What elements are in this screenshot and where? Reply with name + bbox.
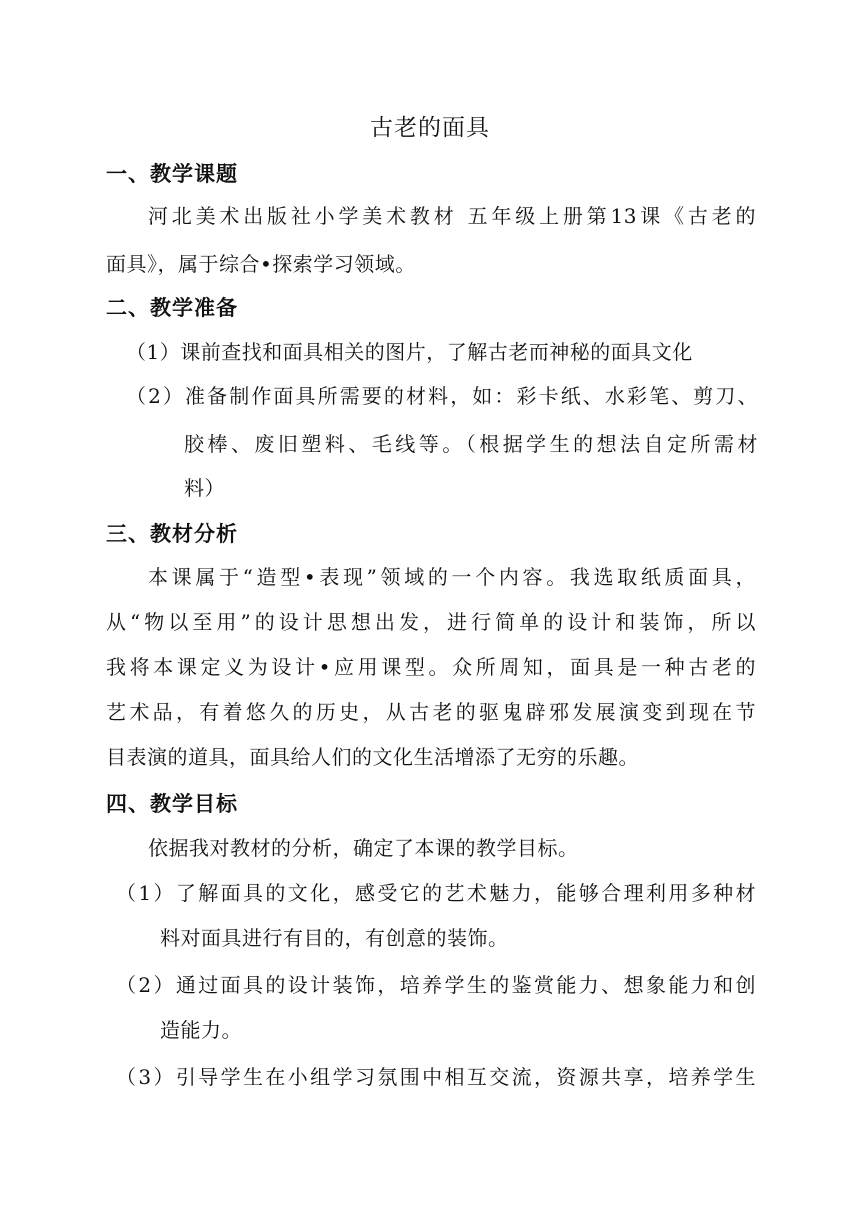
- page-title: 古老的面具: [370, 115, 490, 141]
- list-item: （1）了解面具的文化，感受它的艺术魅力，能够合理利用多种材: [116, 881, 756, 905]
- list-item-continuation: 造能力。: [160, 1018, 242, 1042]
- paragraph-line: 从“物以至用”的设计思想出发，进行简单的设计和装饰，所以: [106, 610, 756, 634]
- paragraph-line: 依据我对教材的分析，确定了本课的教学目标。: [148, 836, 579, 860]
- list-item-continuation: 胶棒、废旧塑料、毛线等。（根据学生的想法自定所需材: [184, 432, 758, 456]
- section-heading-4: 四、教学目标: [106, 792, 238, 816]
- paragraph-line: 我将本课定义为设计•应用课型。众所周知，面具是一种古老的: [106, 655, 756, 679]
- paragraph-line: 河北美术出版社小学美术教材 五年级上册第13课《古老的: [148, 204, 756, 228]
- paragraph-line: 目表演的道具，面具给人们的文化生活增添了无穷的乐趣。: [106, 745, 639, 769]
- paragraph-line: 艺术品，有着悠久的历史，从古老的驱鬼辟邪发展演变到现在节: [106, 700, 756, 724]
- list-item-continuation: 料对面具进行有目的，有创意的装饰。: [160, 926, 509, 950]
- paragraph-line: 面具》，属于综合•探索学习领域。: [106, 252, 416, 276]
- list-item: （1）课前查找和面具相关的图片，了解古老而神秘的面具文化: [126, 340, 693, 364]
- list-item-continuation: 料）: [184, 476, 225, 500]
- section-heading-3: 三、教材分析: [106, 522, 238, 546]
- section-heading-1: 一、教学课题: [106, 162, 238, 186]
- paragraph-line: 本课属于“造型•表现”领域的一个内容。我选取纸质面具，: [148, 565, 756, 589]
- list-item: （2）通过面具的设计装饰，培养学生的鉴赏能力、想象能力和创: [116, 973, 756, 997]
- list-item: （2）准备制作面具所需要的材料，如：彩卡纸、水彩笔、剪刀、: [126, 384, 758, 408]
- list-item: （3）引导学生在小组学习氛围中相互交流，资源共享，培养学生: [116, 1065, 756, 1089]
- section-heading-2: 二、教学准备: [106, 296, 238, 320]
